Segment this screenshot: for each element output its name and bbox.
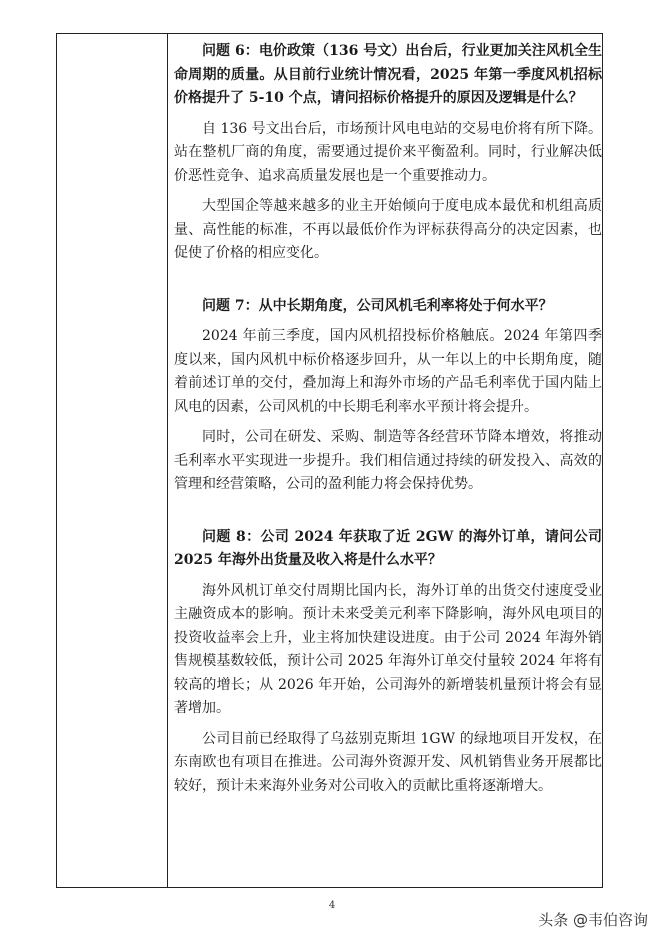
qa-table: [56, 33, 603, 888]
qa-block-6: [174, 40, 602, 266]
spacer: [174, 497, 602, 526]
question-8: 问题 8：公司 2024 年获取了近 2GW 的海外订单，请问公司 2025 年海外出货量及收入将是什么水平？: [174, 528, 602, 568]
answer-6-paragraph-1: 自 136 号文出台后，市场预计风电电站的交易电价将有所下降。站在整机厂商的角度，需要通过提价来平衡盈利。同时，行业解决低价恶性竞争、追求高质量发展也是一个重要推动力。: [174, 120, 602, 184]
question-6: 问题 6：电价政策（136 号文）出台后，行业更加关注风机全生命周期的质量。从目前行业统计情况看，2025 年第一季度风机招标价格提升了 5-10 个点，请问招标价格提升的原因及逻辑是什么？: [174, 43, 602, 106]
table-right-column: [168, 34, 602, 887]
question-7: 问题 7：从中长期角度，公司风机毛利率将处于何水平？: [202, 297, 553, 314]
watermark-text: 头条 @韦伯咨询: [538, 911, 648, 929]
answer-8-paragraph-1: 海外风机订单交付周期比国内长，海外订单的出货交付速度受业主融资成本的影响。预计未来受美元利率下降影响，海外风电项目的投资收益率会上升，业主将加快建设进度。由于公司 2024 年海外销售规模基数较低，预计公司 2025 年海外订单交付量较 2024 年将有较高的增长；从 2026 年开始，公司海外的新增装机量预计将会有显著增加。: [174, 582, 602, 716]
qa-block-7: [174, 295, 602, 497]
page-number: 4: [328, 900, 336, 911]
answer-7-paragraph-2: 同时，公司在研发、采购、制造等各经营环节降本增效，将推动毛利率水平实现进一步提升。我们相信通过持续的研发投入、高效的管理和经营策略，公司的盈利能力将会保持优势。: [174, 429, 602, 492]
answer-8-paragraph-2: 公司目前已经取得了乌兹别克斯坦 1GW 的绿地项目开发权，在东南欧也有项目在推进。公司海外资源开发、风机销售业务开展都比较好，预计未来海外业务对公司收入的贡献比重将逐渐增大。: [174, 730, 602, 794]
spacer: [174, 266, 602, 295]
qa-block-8: [174, 526, 602, 799]
watermark: [538, 909, 648, 930]
answer-7-paragraph-1: 2024 年前三季度，国内风机招投标价格触底。2024 年第四季度以来，国内风机中标价格逐步回升，从一年以上的中长期角度，随着前述订单的交付，叠加海上和海外市场的产品毛利率优于国内陆上风电的因素，公司风机的中长期毛利率水平预计将会提升。: [174, 328, 602, 415]
answer-6-paragraph-2: 大型国企等越来越多的业主开始倾向于度电成本最优和机组高质量、高性能的标准，不再以最低价作为评标获得高分的决定因素，也促使了价格的相应变化。: [174, 198, 602, 261]
table-left-column: [57, 34, 168, 887]
